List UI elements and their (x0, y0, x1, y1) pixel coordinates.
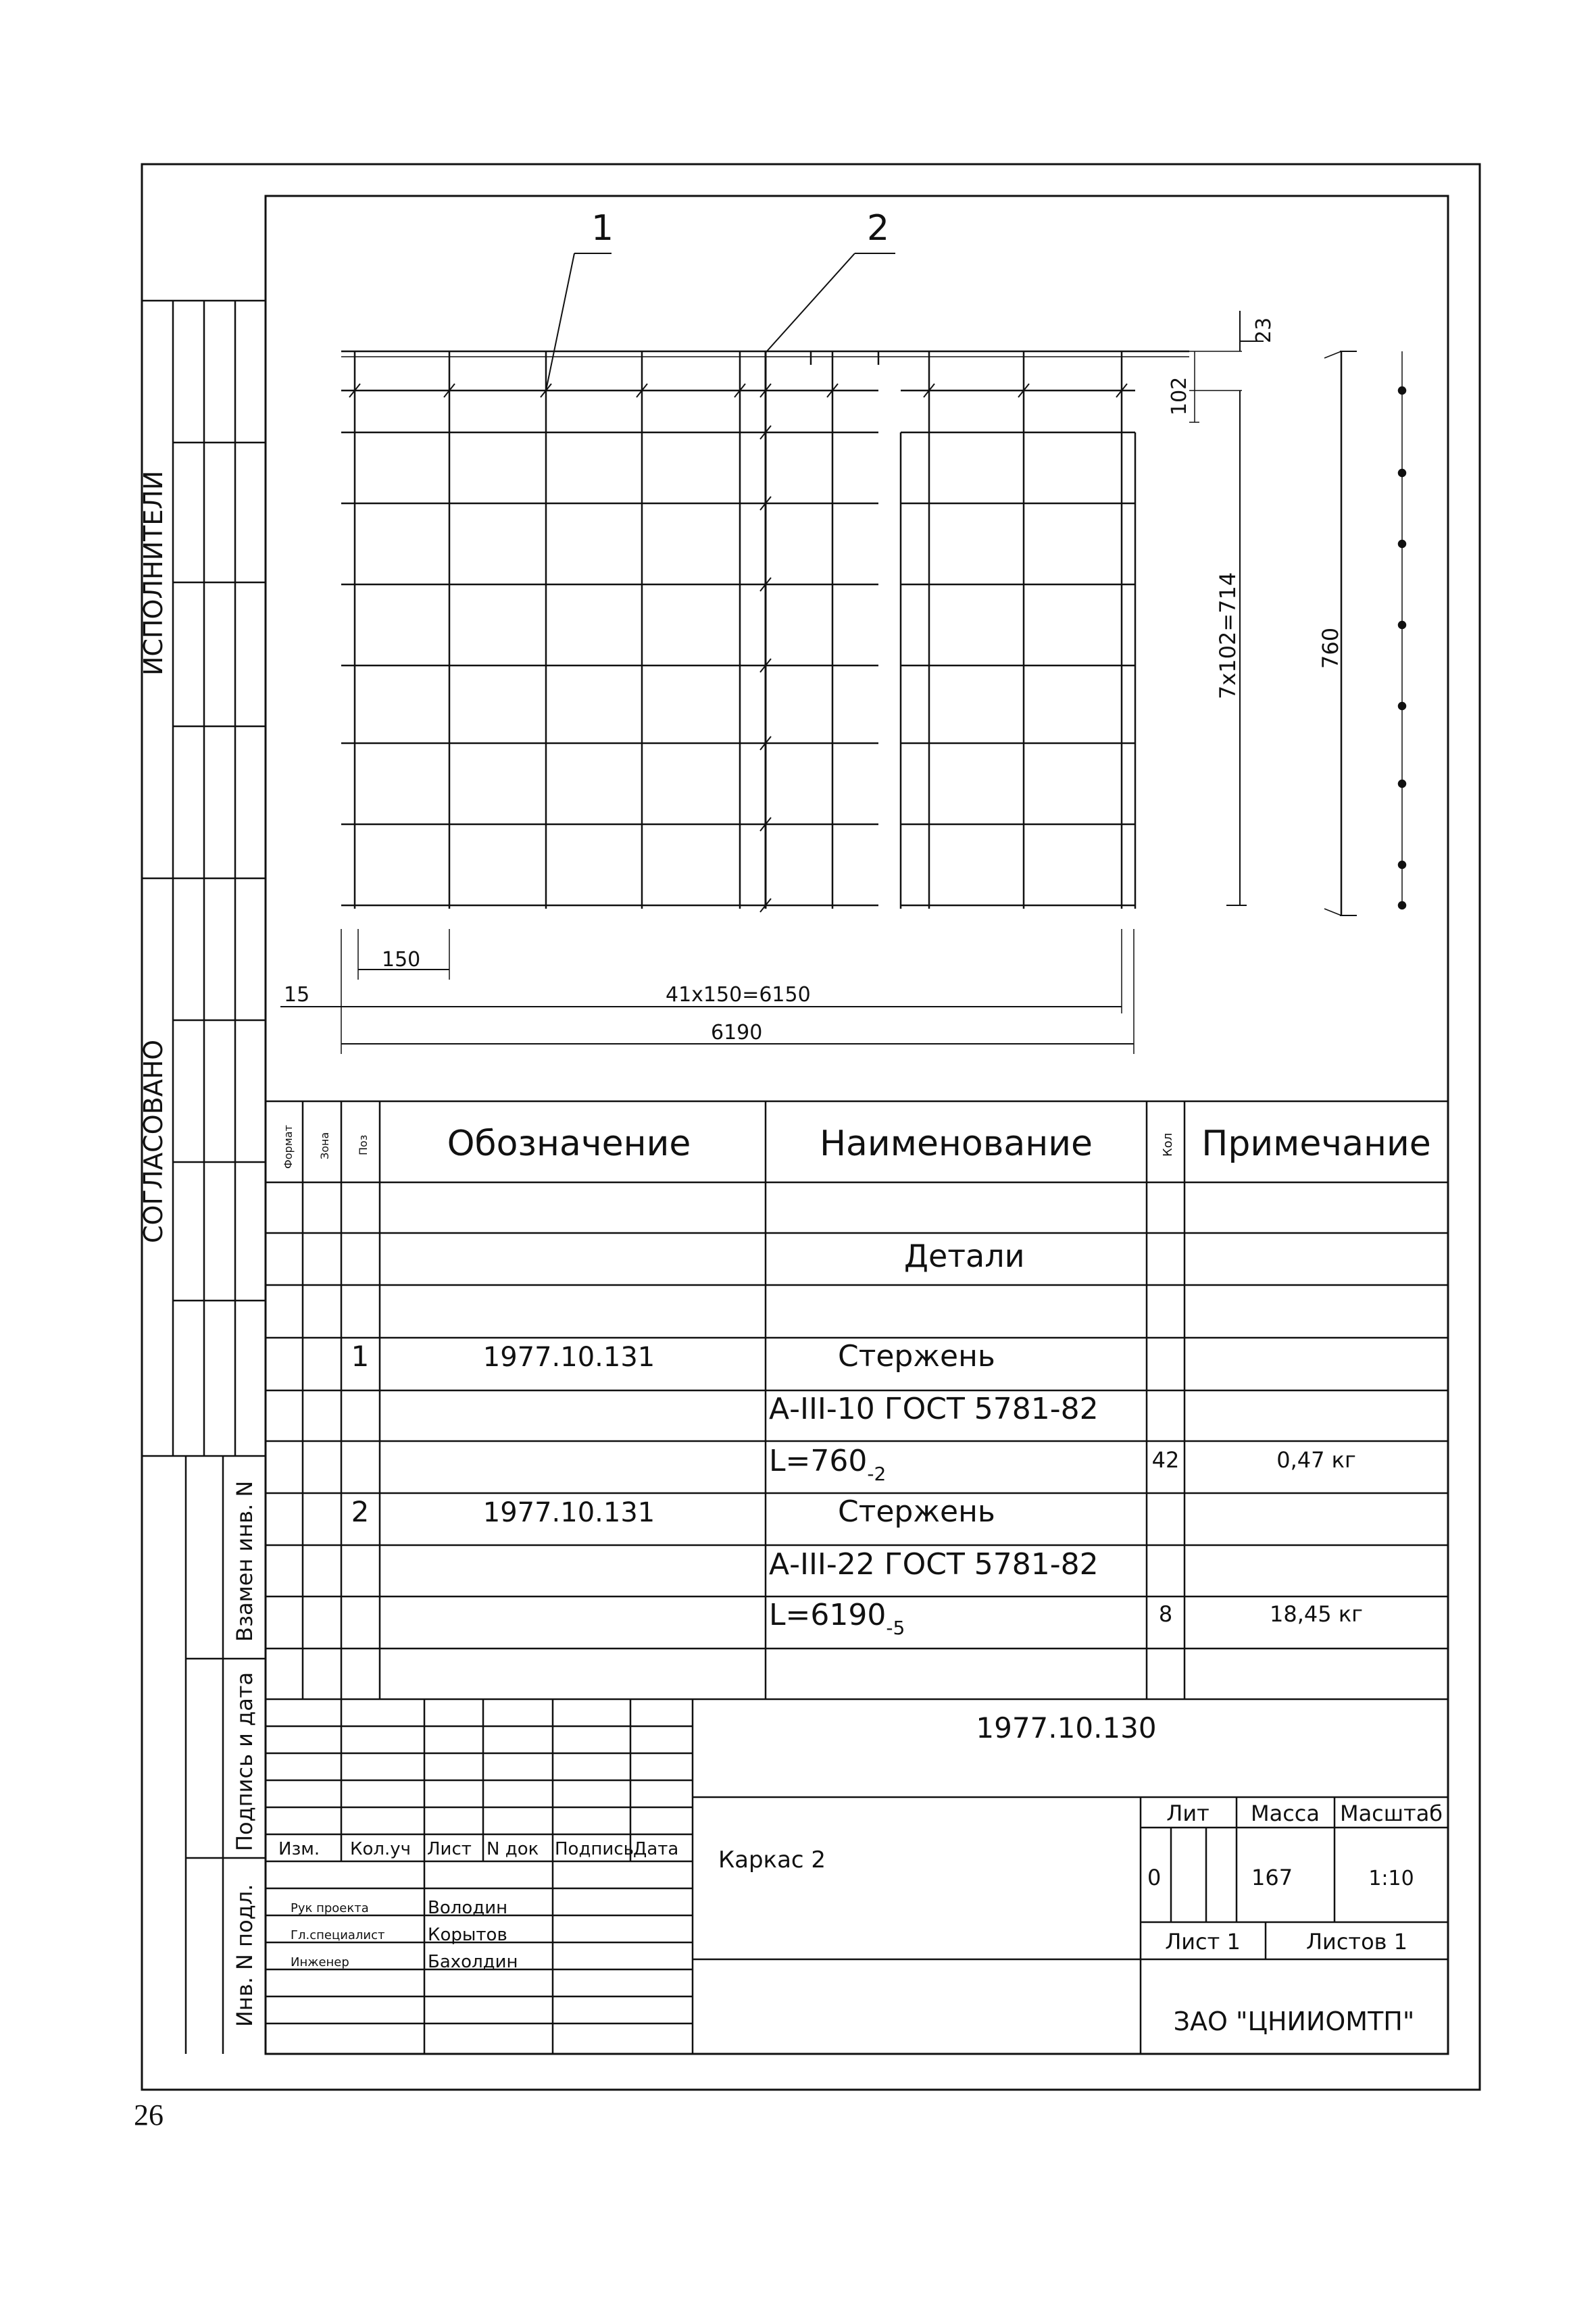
header-oboznachenie: Обозначение (447, 1124, 691, 1164)
row-poz: 1 (351, 1340, 370, 1373)
sheet-label: Лист 1 (1165, 1929, 1241, 1955)
row-name: $L=6190_{-5}$ (769, 1598, 905, 1639)
scale-value: 1:10 (1368, 1867, 1414, 1890)
row-oboznachenie: 1977.10.131 (482, 1342, 655, 1373)
header-format: Формат (282, 1125, 295, 1169)
header-naimenovanie: Наименование (819, 1124, 1093, 1164)
row-primechanie: 18,45 кг (1270, 1601, 1363, 1627)
dim-length: 6190 (711, 1021, 763, 1045)
rev-header-izm: Изм. (278, 1839, 320, 1859)
lit-label: Лит (1166, 1801, 1210, 1826)
mass-label: Масса (1250, 1801, 1320, 1826)
row-primechanie: 0,47 кг (1276, 1447, 1356, 1473)
row-name: Стержень (838, 1339, 995, 1374)
row-name: Стержень (838, 1494, 995, 1529)
rev-header-n-dok: N док (487, 1839, 539, 1859)
rev-header-kol-uch: Кол.уч (350, 1839, 411, 1859)
signatory-role-3: Инженер (291, 1955, 349, 1969)
dim-height: 760 (1318, 627, 1343, 669)
dim-edge: 15 (284, 983, 310, 1007)
row-name: А-III-22 ГОСТ 5781-82 (769, 1547, 1099, 1582)
stamp-inv-podl: Инв. N подл. (232, 1884, 257, 2027)
callout-2: 2 (867, 208, 890, 249)
signatory-role-2: Гл.специалист (291, 1928, 385, 1942)
header-kol: Кол (1161, 1132, 1175, 1157)
stamp-podpis-data: Подпись и дата (232, 1671, 257, 1851)
stamp-ispolniteli: ИСПОЛНИТЕЛИ (139, 470, 168, 676)
row-poz: 2 (351, 1495, 370, 1528)
doc-title: Каркас 2 (718, 1846, 826, 1873)
stamp-vzamen-inv: Взамен инв. N (232, 1480, 257, 1642)
rev-header-podpis: Подпись (555, 1839, 634, 1859)
dim-top-offset: 23 (1252, 317, 1276, 343)
sheets-label: Листов 1 (1305, 1929, 1408, 1955)
rev-header-list: Лист (427, 1839, 472, 1859)
doc-number: 1977.10.130 (976, 1711, 1157, 1744)
header-primechanie: Примечание (1201, 1124, 1431, 1164)
dim-spacing-v: 102 (1168, 376, 1191, 416)
header-poz: Поз (357, 1134, 370, 1155)
callout-1: 1 (591, 208, 614, 249)
spec-rows (351, 1339, 1363, 1639)
organization: ЗАО "ЦНИИОМТП" (1173, 2007, 1415, 2036)
page-number: 26 (134, 2098, 164, 2132)
signatory-name-1: Володин (428, 1898, 508, 1918)
stamp-soglasovano: СОГЛАСОВАНО (139, 1039, 168, 1243)
lit-value: 0 (1147, 1865, 1162, 1890)
rev-header-data: Дата (633, 1839, 679, 1859)
dim-total-h: 41x150=6150 (666, 983, 811, 1007)
row-oboznachenie: 1977.10.131 (482, 1497, 655, 1528)
signatory-role-1: Рук проекта (291, 1901, 369, 1915)
dim-total-v: 7x102=714 (1215, 572, 1241, 699)
dim-spacing-h: 150 (382, 948, 421, 972)
row-kol: 42 (1151, 1447, 1180, 1473)
header-zona: Зона (318, 1132, 331, 1159)
scale-label: Масштаб (1339, 1801, 1443, 1826)
section-title: Детали (904, 1238, 1025, 1274)
row-kol: 8 (1158, 1601, 1173, 1627)
mass-value: 167 (1251, 1865, 1293, 1890)
row-name: $L=760_{-2}$ (769, 1444, 887, 1485)
signatory-name-2: Корытов (428, 1925, 507, 1945)
signatory-name-3: Бахолдин (428, 1952, 518, 1972)
row-name: А-III-10 ГОСТ 5781-82 (769, 1392, 1099, 1426)
